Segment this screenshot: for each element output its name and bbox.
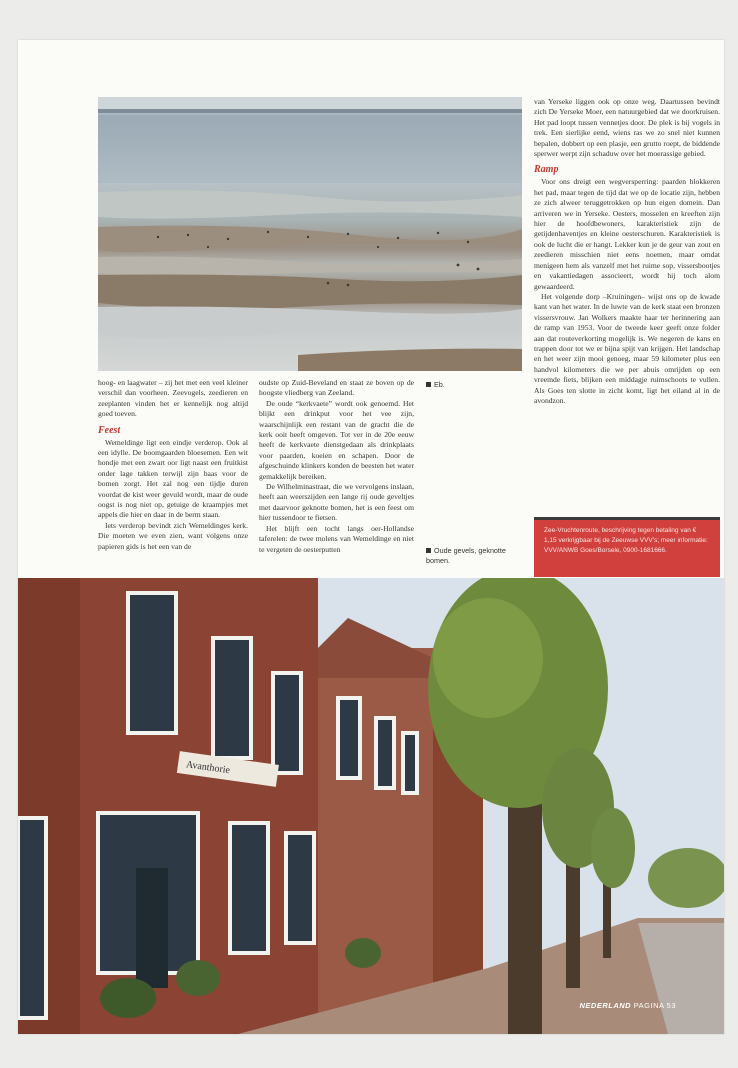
paragraph: De oude “kerkvaete” wordt ook genoemd. Het blijkt een drinkput voor het vee zijn, waarschijnlijk een restant van de gracht die de kerk ooit heeft omgeven. Tot ver in de 20e eeuw heeft de kerkvaete dienstgedaan als drinkplaats voor paarden, koeien en schapen. Door de afgeschuinde klinkers konden de beesten het water gemakkelijk bereiken.: [259, 398, 414, 481]
paragraph: Het volgende dorp –Kruiningen– wijst ons op de kwade kant van het water. In de luwte van de kerk staat een bronzen vissersvrouw. Jan Wolkers maakte haar ter herinnering aan de ramp van 1953. Voor de tweede keer geeft onze folder aan dat routeverkorting mogelijk is. We negeren de kans en trappen door tot we er bijna spijt van krijgen. Het landschap en het weer zijn mooi genoeg, maar 59 kilometer plus een handvol kilometers die we per abuis omrijden op een vreemde fiets, blijken een middagje ruimschoots te vullen. Als Goes ten slotte in zicht komt, ligt het eiland al in de avondzon.: [534, 291, 720, 405]
paragraph: Het blijft een tocht langs oer-Hollandse taferelen: de twee molens van Wemeldinge en niet te vergeten de oesterputten: [259, 523, 414, 554]
paragraph: van Yerseke liggen ook op onze weg. Daartussen bevindt zich De Yerseke Moer, een natuurgebied dat we doorkruisen. Het pad loopt tussen vennetjes door. De plek is bij vogels in trek. Een sierlijke eend, wiens ras we zo snel niet kunnen bepalen, dobbert op een plasje, een grutto roept, de biddende sperwer werpt zijn schaduw over het moerassige gebied.: [534, 97, 720, 159]
column-1: [98, 378, 248, 552]
paragraph: hoog- en laagwater – zij het met een veel kleiner verschil dan voorheen. Zeevogels, zeedieren en zeeplanten vinden het er kennelijk nog altijd goed toeven.: [98, 378, 248, 419]
paragraph: Voor ons dreigt een wegversperring: paarden blokkeren het pad, maar tegen de tijd dat we op de locatie zijn, hebben ze zich alweer teruggetrokken op hun eigen domein. Dan arriveren we in Yerseke. Oesters, mosselen en kreeften zijn hier de hoofdbewoners, karakteristiek zijn de getijdenhaventjes en kleine oesterschuren. Karakteristiek is ook de lucht die er hangt. Lekker kun je de geur van zout en zeedieren misschien niet eens noemen, maar omdat menigeen hem als vanzelf met het ruime sop, vissersbootjes en vakantiedagen associeert, wordt hij toch alom gewaardeerd.: [534, 177, 720, 291]
tidal-flats-illustration: [98, 97, 522, 371]
caption-top-photo: Eb.: [426, 380, 526, 390]
footer-brand: NEDERLAND: [579, 1001, 632, 1010]
page-footer: [580, 1001, 676, 1010]
section-heading-feest: Feest: [98, 424, 121, 436]
bullet-square-icon: [426, 382, 431, 387]
magazine-page: [18, 40, 724, 1034]
street-facades-illustration: [18, 578, 724, 1034]
shop-sign-text: Avanthorie: [185, 759, 231, 777]
column-3: [534, 97, 720, 406]
column-2: [259, 378, 414, 555]
bullet-square-icon: [426, 548, 431, 553]
route-info-box: Zee-Vruchtenroute, beschrijving tegen betaling van € 1,15 verkrijgbaar bij de Zeeuwse VVV's; meer informatie: VVV/ANWB Goes/Borsele, 0900-1681666.: [534, 517, 720, 577]
tidal-flats-photo: [98, 97, 522, 371]
section-heading-ramp: Ramp: [534, 164, 559, 176]
paragraph: De Wilhelminastraat, die we vervolgens inslaan, heeft aan weerszijden een lange rij oude geveltjes met daarvoor geknotte bomen, het is een feest om hier tussendoor te fietsen.: [259, 482, 414, 523]
paragraph: Wemeldinge ligt een eindje verderop. Ook al een idylle. De boomgaarden bloesemen. Een wit hondje met een zwart oor ligt naast een fruitkist onder lage takken terwijl zijn baas voor de bomen zorgt. Het zal nog een tijdje duren voordat de kist weer gevuld wordt, maar de oude oogst is nog niet op, getuige de kraampjes met appels die hier en daar in de berm staan.: [98, 437, 248, 520]
street-facades-photo: [18, 578, 724, 1034]
caption-bottom-photo: Oude gevels, geknotte bomen.: [426, 546, 506, 565]
paragraph: oudste op Zuid-Beveland en staat ze boven op de hoogste vliedberg van Zeeland.: [259, 378, 414, 398]
footer-page-number: PAGINA 53: [633, 1001, 676, 1010]
paragraph: Iets verderop bevindt zich Wemeldinges kerk. Die moeten we even zien, want volgens onze papieren gids is het een van de: [98, 520, 248, 551]
